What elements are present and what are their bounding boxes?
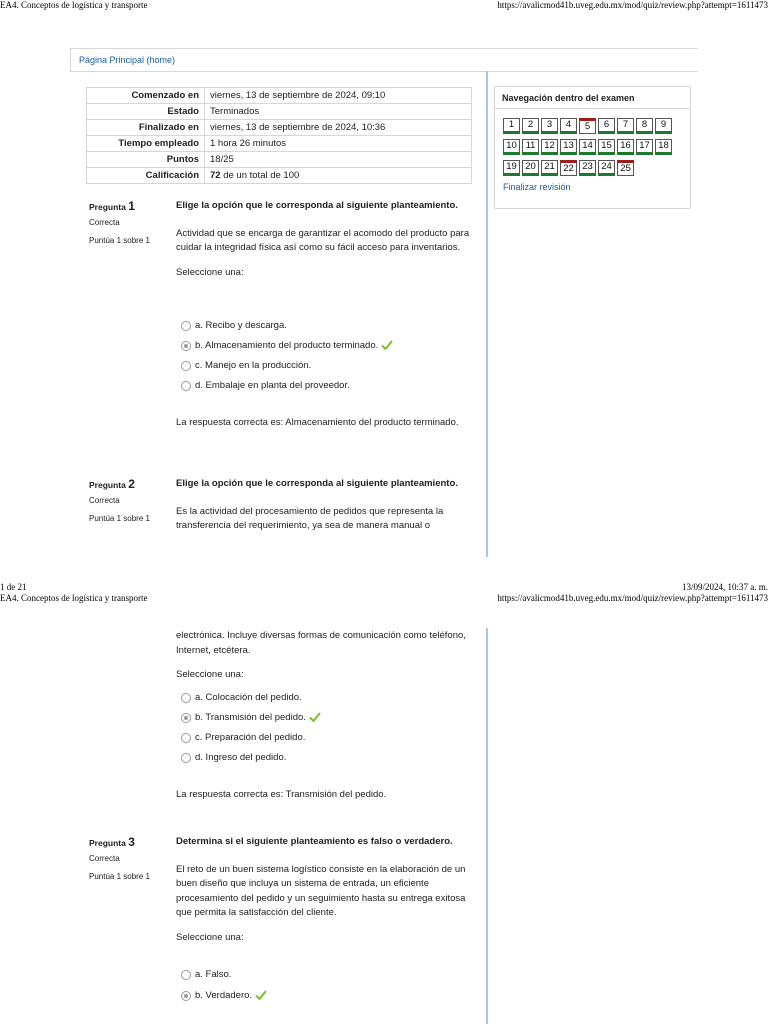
page-number: 1 de 21 — [0, 582, 27, 592]
quiz-nav-button-25[interactable]: 25 — [617, 160, 634, 176]
select-prompt: Seleccione una: — [176, 669, 244, 680]
option-radio-b[interactable] — [181, 713, 191, 723]
question-text-3 — [176, 835, 472, 945]
quiz-nav-button-17[interactable]: 17 — [636, 139, 653, 155]
question-statement: Es la actividad del procesamiento de pedidos que representa la transferencia del requerimiento, ya sea de manera manual o — [176, 505, 444, 531]
column-divider — [486, 71, 488, 557]
quiz-nav-button-24[interactable]: 24 — [598, 160, 615, 176]
question-info-2 — [89, 477, 169, 523]
option-radio-b[interactable] — [181, 991, 191, 1001]
option-radio-d[interactable] — [181, 753, 191, 763]
quiz-nav-button-13[interactable]: 13 — [560, 139, 577, 155]
option-radio-a[interactable] — [181, 970, 191, 980]
question-info-1 — [89, 199, 169, 245]
option-label: d. Ingreso del pedido. — [195, 752, 287, 763]
question-feedback: La respuesta correcta es: Almacenamiento del producto terminado. — [176, 417, 459, 428]
quiz-nav-button-9[interactable]: 9 — [655, 118, 672, 134]
quiz-navigation-buttons — [503, 118, 683, 176]
quiz-navigation-block — [494, 86, 691, 209]
quiz-nav-button-18[interactable]: 18 — [655, 139, 672, 155]
quiz-nav-button-2[interactable]: 2 — [522, 118, 539, 134]
option-radio-a[interactable] — [181, 321, 191, 331]
option-radio-d[interactable] — [181, 381, 191, 391]
option-label: a. Falso. — [195, 969, 232, 980]
question-number: Pregunta 1 — [89, 199, 135, 213]
option-label: a. Colocación del pedido. — [195, 692, 302, 703]
question-state: Correcta — [89, 496, 120, 505]
quiz-nav-button-15[interactable]: 15 — [598, 139, 615, 155]
summary-row: Comenzado en viernes, 13 de septiembre de 2024, 09:10 — [87, 88, 472, 104]
print-url: https://avalicmod41b.uveg.edu.mx/mod/quiz/review.php?attempt=1611473 — [497, 593, 768, 603]
correct-check-icon — [381, 340, 393, 350]
quiz-nav-button-19[interactable]: 19 — [503, 160, 520, 176]
print-datetime: 13/09/2024, 10:37 a. m. — [682, 582, 768, 592]
question-number: Pregunta 2 — [89, 477, 135, 491]
quiz-nav-button-7[interactable]: 7 — [617, 118, 634, 134]
quiz-nav-button-8[interactable]: 8 — [636, 118, 653, 134]
question-heading: Elige la opción que le corresponda al siguiente planteamiento. — [176, 200, 458, 211]
finish-review-link[interactable]: Finalizar revisión — [503, 182, 571, 192]
quiz-nav-button-21[interactable]: 21 — [541, 160, 558, 176]
quiz-nav-button-23[interactable]: 23 — [579, 160, 596, 176]
option-radio-c[interactable] — [181, 361, 191, 371]
select-prompt: Seleccione una: — [176, 931, 244, 943]
column-divider — [486, 628, 488, 1024]
option-radio-a[interactable] — [181, 693, 191, 703]
question-grade: Puntúa 1 sobre 1 — [89, 236, 150, 245]
grade-score: 72 — [210, 170, 221, 181]
breadcrumb — [70, 48, 698, 72]
summary-row: Estado Terminados — [87, 104, 472, 120]
question-grade: Puntúa 1 sobre 1 — [89, 514, 150, 523]
question-heading: Determina si el siguiente planteamiento es falso o verdadero. — [176, 836, 453, 847]
quiz-nav-button-5[interactable]: 5 — [579, 118, 596, 134]
quiz-nav-button-22[interactable]: 22 — [560, 160, 577, 176]
option-label: d. Embalaje en planta del proveedor. — [195, 380, 350, 391]
summary-row: Puntos 18/25 — [87, 152, 472, 168]
quiz-nav-button-14[interactable]: 14 — [579, 139, 596, 155]
summary-row-grade: Calificación 72 de un total de 100 — [87, 168, 472, 184]
question-statement: electrónica. Incluye diversas formas de comunicación como teléfono, Internet, etcétera. — [176, 630, 466, 656]
print-title: EA4. Conceptos de logística y transporte — [0, 593, 148, 603]
question-grade: Puntúa 1 sobre 1 — [89, 872, 150, 881]
option-label-selected: b. Verdadero. — [195, 990, 267, 1001]
print-url: https://avalicmod41b.uveg.edu.mx/mod/quiz/review.php?attempt=1611473 — [497, 0, 768, 10]
quiz-nav-button-3[interactable]: 3 — [541, 118, 558, 134]
option-radio-c[interactable] — [181, 733, 191, 743]
quiz-nav-button-1[interactable]: 1 — [503, 118, 520, 134]
attempt-summary-table — [86, 87, 472, 184]
question-info-3 — [89, 835, 169, 881]
breadcrumb-home-link[interactable]: Página Principal (home) — [79, 55, 176, 65]
question-text-2-continued — [176, 629, 472, 683]
quiz-nav-button-12[interactable]: 12 — [541, 139, 558, 155]
print-title: EA4. Conceptos de logística y transporte — [0, 0, 148, 10]
quiz-nav-button-11[interactable]: 11 — [522, 139, 539, 155]
option-label: c. Manejo en la producción. — [195, 360, 312, 371]
question-state: Correcta — [89, 854, 120, 863]
option-label: c. Preparación del pedido. — [195, 732, 306, 743]
option-label-selected: b. Transmisión del pedido. — [195, 712, 321, 723]
question-feedback: La respuesta correcta es: Transmisión del pedido. — [176, 789, 387, 800]
quiz-nav-button-6[interactable]: 6 — [598, 118, 615, 134]
quiz-navigation-title: Navegación dentro del examen — [502, 93, 635, 103]
question-state: Correcta — [89, 218, 120, 227]
question-number: Pregunta 3 — [89, 835, 135, 849]
option-label-selected: b. Almacenamiento del producto terminado. — [195, 340, 393, 351]
summary-row: Tiempo empleado 1 hora 26 minutos — [87, 136, 472, 152]
quiz-nav-button-10[interactable]: 10 — [503, 139, 520, 155]
question-statement: El reto de un buen sistema logístico consiste en la elaboración de un buen diseño que incluya un sistema de entrada, un eficiente procesamiento del pedido y un seguimiento hasta su entrega exitosa que permita la satisfacción del cliente. — [176, 863, 466, 918]
option-radio-b[interactable] — [181, 341, 191, 351]
quiz-nav-button-20[interactable]: 20 — [522, 160, 539, 176]
correct-check-icon — [309, 712, 321, 722]
summary-row: Finalizado en viernes, 13 de septiembre de 2024, 10:36 — [87, 120, 472, 136]
question-text-2 — [176, 477, 472, 534]
option-label: a. Recibo y descarga. — [195, 320, 287, 331]
quiz-nav-button-4[interactable]: 4 — [560, 118, 577, 134]
question-heading: Elige la opción que le corresponda al siguiente planteamiento. — [176, 478, 458, 489]
correct-check-icon — [255, 990, 267, 1000]
select-prompt: Seleccione una: — [176, 266, 244, 278]
quiz-nav-button-16[interactable]: 16 — [617, 139, 634, 155]
question-text-1 — [176, 199, 472, 280]
question-statement: Actividad que se encarga de garantizar el acomodo del producto para cuidar la integridad física así como su fácil acceso para inventarios. — [176, 227, 470, 253]
